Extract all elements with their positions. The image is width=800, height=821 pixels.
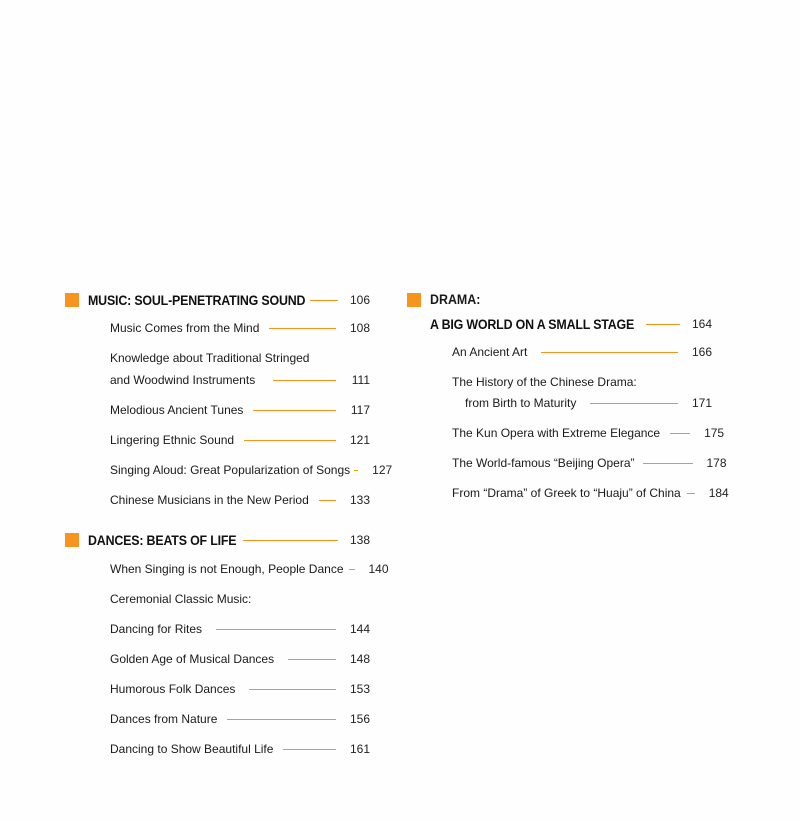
entry-label[interactable]: Ceremonial Classic Music: [110,592,252,606]
page-number: 144 [349,622,370,636]
page-number: 148 [349,652,370,666]
entry-label: When Singing is not Enough, People Dance [110,562,344,576]
page-number: 184 [708,486,729,500]
section-title-line2: A BIG WORLD ON A SMALL STAGE [430,316,635,332]
entry-label: Dances from Nature [110,712,218,726]
page-number: 133 [349,493,370,507]
page-number: 153 [349,682,370,696]
toc-entry[interactable] [110,621,370,637]
entry-label: Golden Age of Musical Dances [110,652,275,666]
entry-label: Lingering Ethnic Sound [110,433,235,447]
page-number: 127 [372,463,393,477]
page-number: 117 [350,403,370,417]
leader-line [227,719,336,720]
leader-line [354,470,358,471]
toc-entry[interactable] [110,492,370,508]
section-marker-icon [407,293,421,307]
toc-entry[interactable] [110,462,393,478]
toc-entry[interactable] [110,681,370,697]
page-number: 161 [349,742,370,756]
leader-line [249,689,336,690]
leader-line [319,500,336,501]
leader-line [646,324,680,325]
leader-line [253,410,336,411]
toc-entry[interactable] [110,741,370,757]
leader-line [244,440,336,441]
leader-line [288,659,336,660]
entry-label: Music Comes from the Mind [110,321,260,335]
page-number: 140 [368,562,389,576]
page-number: 111 [351,373,370,387]
toc-entry[interactable] [110,402,370,418]
section-heading[interactable] [65,292,370,308]
leader-line [349,569,355,570]
entry-label: and Woodwind Instruments [110,373,256,387]
page-number: 108 [349,321,370,335]
entry-label-line1[interactable]: The History of the Chinese Drama: [452,375,637,389]
leader-line [643,463,693,464]
entry-label: Dancing for Rites [110,622,203,636]
entry-label: Dancing to Show Beautiful Life [110,742,274,756]
toc-entry[interactable] [110,651,370,667]
toc-entry[interactable] [452,425,725,441]
toc-entry[interactable] [452,455,727,471]
entry-label: From “Drama” of Greek to “Huaju” of China [452,486,681,500]
entry-label: Chinese Musicians in the New Period [110,493,309,507]
toc-entry[interactable] [452,485,729,501]
leader-line [283,749,336,750]
page-number: 171 [691,396,712,410]
entry-label-line1[interactable]: Knowledge about Traditional Stringed [110,351,310,365]
entry-label: from Birth to Maturity [465,396,577,410]
leader-line [269,328,336,329]
entry-label: An Ancient Art [452,345,528,359]
entry-label: The Kun Opera with Extreme Elegance [452,426,661,440]
entry-label: The World-famous “Beijing Opera” [452,456,635,470]
entry-label: Melodious Ancient Tunes [110,403,244,417]
section-marker-icon [65,293,79,307]
page-number: 121 [349,433,370,447]
page-number: 106 [349,293,370,307]
toc-entry[interactable] [110,561,389,577]
section-heading[interactable] [430,316,712,332]
page-number: 175 [704,426,725,440]
toc-entry[interactable] [110,711,370,727]
entry-label: Singing Aloud: Great Popularization of Songs [110,463,351,477]
page-number: 164 [691,317,712,331]
leader-line [243,540,338,541]
section-title: MUSIC: SOUL-PENETRATING SOUND [88,292,306,308]
entry-label: Humorous Folk Dances [110,682,236,696]
section-title: DANCES: BEATS OF LIFE [88,532,237,548]
leader-line [687,493,695,494]
toc-entry[interactable] [110,432,370,448]
toc-section-drama [407,292,729,512]
leader-line [216,629,336,630]
toc-entry[interactable] [452,344,712,360]
toc-entry[interactable] [110,320,370,336]
toc-entry[interactable] [110,372,370,388]
page-number: 156 [349,712,370,726]
page-number: 166 [691,345,712,359]
page-number: 138 [349,533,370,547]
leader-line [670,433,690,434]
leader-line [590,403,678,404]
leader-line [273,380,336,381]
section-marker-icon [65,533,79,547]
section-heading[interactable] [65,532,370,548]
section-title-line1[interactable]: DRAMA: [430,292,481,307]
leader-line [541,352,678,353]
toc-entry[interactable] [465,395,712,411]
leader-line [310,300,338,301]
page-number: 178 [706,456,727,470]
